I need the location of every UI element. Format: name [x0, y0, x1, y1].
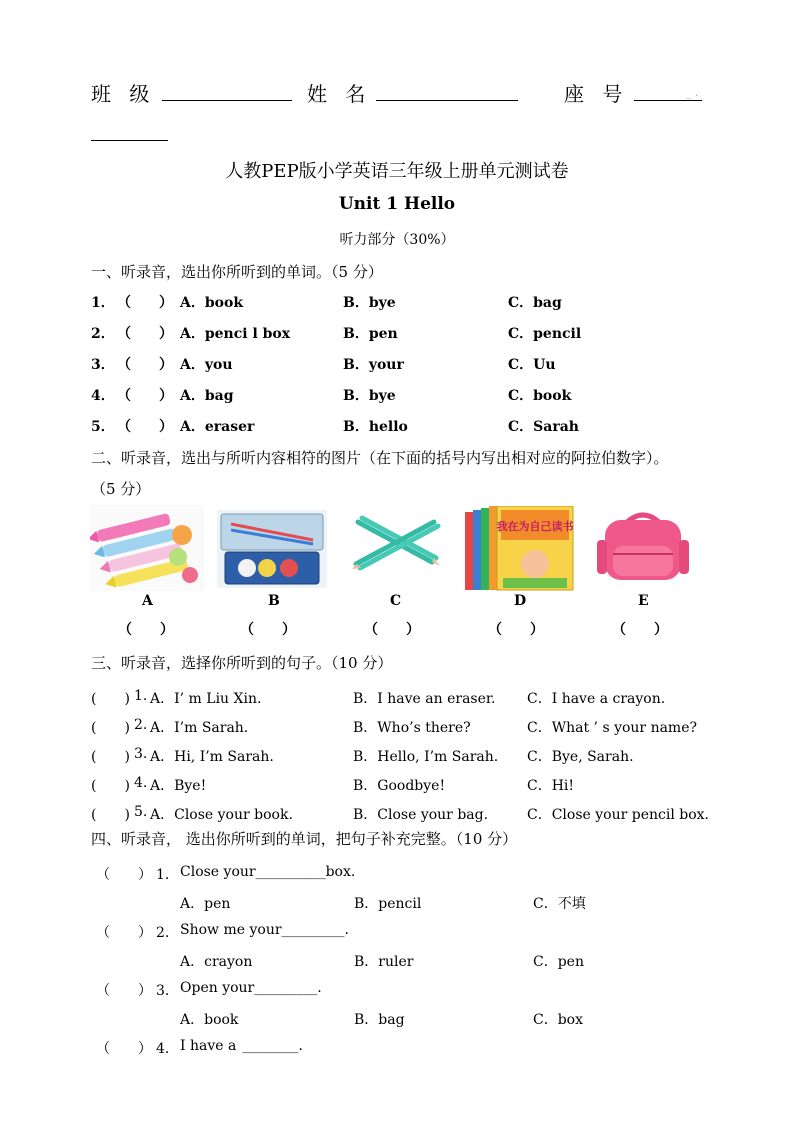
question-number: 4. [134, 775, 148, 791]
option-c: C．bag [508, 295, 562, 311]
answer-blank[interactable]: ( ) [91, 778, 130, 794]
option-c: C．Hi! [527, 778, 575, 794]
picture-letter: E [638, 593, 649, 609]
option-b: B．Goodbye! [353, 778, 446, 794]
name-label: 姓 名 [307, 82, 372, 106]
answer-blank[interactable]: ( ) [91, 749, 130, 765]
question-number: 2． [156, 925, 179, 941]
option-c: C．不填 [533, 896, 586, 912]
option-b: B．Hello, I’m Sarah. [353, 749, 499, 765]
question-number: 2． [91, 326, 115, 342]
option-a: A．penci l box [180, 326, 291, 342]
question-number: 4． [91, 388, 115, 404]
answer-blank[interactable]: ( ) [91, 691, 130, 707]
sentence [180, 922, 349, 938]
answer-blank[interactable]: （ ） [96, 983, 152, 999]
option-a: A．crayon [180, 954, 253, 970]
question-number: 5. [134, 804, 148, 820]
fill-in-blank[interactable]: _________ [281, 922, 345, 938]
pencils-icon [352, 512, 442, 572]
section-2-heading-points: （5 分） [91, 480, 151, 498]
option-a: A．I’m Sarah. [150, 720, 249, 736]
picture-letter: C [390, 593, 402, 609]
answer-blank[interactable]: （ ） [117, 419, 173, 435]
option-b: B．pencil [354, 896, 422, 912]
picture-answer-blank[interactable]: （ ） [240, 622, 296, 638]
seat-blank-continued[interactable] [91, 140, 168, 141]
page-title: 人教PEP版小学英语三年级上册单元测试卷 [225, 161, 569, 182]
option-c: C．pen [533, 954, 584, 970]
option-a: A．Close your book. [150, 807, 293, 823]
answer-blank[interactable]: （ ） [117, 295, 173, 311]
question-number: 1. [134, 688, 148, 704]
question-number: 1． [156, 867, 179, 883]
option-c: C．Bye, Sarah. [527, 749, 634, 765]
option-b: B．bye [343, 295, 396, 311]
option-c: C．Uu [508, 357, 556, 373]
option-a: A．book [180, 295, 244, 311]
question-number: 3. [134, 746, 148, 762]
schoolbag-icon [597, 510, 689, 582]
seat-label: 座 号 [564, 82, 629, 106]
answer-blank[interactable]: （ ） [96, 867, 152, 883]
listening-label: 听力部分（30%） [339, 232, 455, 248]
fill-in-blank[interactable]: _________ [254, 980, 318, 996]
seat-blank[interactable] [634, 100, 702, 101]
option-c: C．What ’ s your name? [527, 720, 698, 736]
picture-letter: A [142, 593, 153, 609]
option-b: B．bye [343, 388, 396, 404]
question-number: 3． [91, 357, 115, 373]
class-blank[interactable] [162, 100, 292, 101]
option-c: C．I have a crayon. [527, 691, 666, 707]
unit-title: Unit 1 Hello [338, 194, 456, 214]
name-blank[interactable] [376, 100, 518, 101]
sentence [180, 864, 355, 880]
answer-blank[interactable]: （ ） [117, 388, 173, 404]
sentence-post: . [317, 980, 322, 996]
crayons-icon [90, 505, 204, 591]
sentence-pre: Close your [180, 864, 256, 880]
question-number: 4． [156, 1041, 179, 1057]
answer-blank[interactable]: （ ） [117, 357, 173, 373]
question-number: 5． [91, 419, 115, 435]
answer-blank[interactable]: ( ) [91, 720, 130, 736]
sentence [180, 1038, 303, 1054]
sentence-post: box. [325, 864, 356, 880]
sentence-pre: I have a [180, 1038, 237, 1054]
option-b: B．your [343, 357, 404, 373]
question-number: 3． [156, 983, 179, 999]
sentence-pre: Open your [180, 980, 255, 996]
section-1-heading: 一、听录音，选出你所听到的单词。（5 分） [91, 263, 383, 281]
class-label: 班 级 [91, 82, 156, 106]
option-b: B．Close your bag. [353, 807, 489, 823]
option-a: A．book [180, 1012, 239, 1028]
option-c: C．book [508, 388, 572, 404]
answer-blank[interactable]: （ ） [117, 326, 173, 342]
answer-blank[interactable]: ( ) [91, 807, 130, 823]
seat-tail: _ . [686, 86, 699, 99]
option-a: A．you [180, 357, 233, 373]
sentence-post: . [344, 922, 349, 938]
picture-letter: D [514, 593, 527, 609]
option-a: A．Bye! [150, 778, 207, 794]
option-a: A．eraser [180, 419, 255, 435]
option-b: B．ruler [354, 954, 414, 970]
option-a: A．bag [180, 388, 234, 404]
picture-letter: B [268, 593, 280, 609]
section-4-heading: 四、听录音， 选出你所听到的单词，把句子补充完整。（10 分） [91, 830, 518, 848]
fill-in-blank[interactable]: __________ [255, 864, 326, 880]
picture-answer-blank[interactable]: （ ） [612, 622, 668, 638]
answer-blank[interactable]: （ ） [96, 925, 152, 941]
option-c: C．Close your pencil box. [527, 807, 709, 823]
option-c: C．box [533, 1012, 583, 1028]
sentence-post: . [298, 1038, 303, 1054]
option-b: B．Who’s there? [353, 720, 471, 736]
option-a: A．Hi, I’m Sarah. [150, 749, 274, 765]
option-a: A．pen [180, 896, 231, 912]
option-c: C．pencil [508, 326, 582, 342]
option-b: B．hello [343, 419, 408, 435]
books-icon [465, 506, 575, 592]
answer-blank[interactable]: （ ） [96, 1041, 152, 1057]
picture-answer-blank[interactable]: （ ） [364, 622, 420, 638]
option-a: A．I’ m Liu Xin. [150, 691, 262, 707]
option-b: B．bag [354, 1012, 405, 1028]
picture-answer-blank[interactable]: （ ） [488, 622, 544, 638]
option-b: B．pen [343, 326, 398, 342]
fill-in-blank[interactable]: ________ [242, 1038, 299, 1054]
picture-answer-blank[interactable]: （ ） [118, 622, 174, 638]
sentence [180, 980, 322, 996]
question-number: 2. [134, 717, 148, 733]
book-cover-text: 我在为自己读书 [496, 520, 574, 533]
section-3-heading: 三、听录音，选择你所听到的句子。（10 分） [91, 654, 393, 672]
question-number: 1． [91, 295, 115, 311]
pencil-box-icon [217, 510, 327, 588]
sentence-pre: Show me your [180, 922, 282, 938]
section-2-heading: 二、听录音，选出与所听内容相符的图片（在下面的括号内写出相对应的阿拉伯数字）。 [91, 449, 669, 467]
option-b: B．I have an eraser. [353, 691, 496, 707]
option-c: C．Sarah [508, 419, 579, 435]
